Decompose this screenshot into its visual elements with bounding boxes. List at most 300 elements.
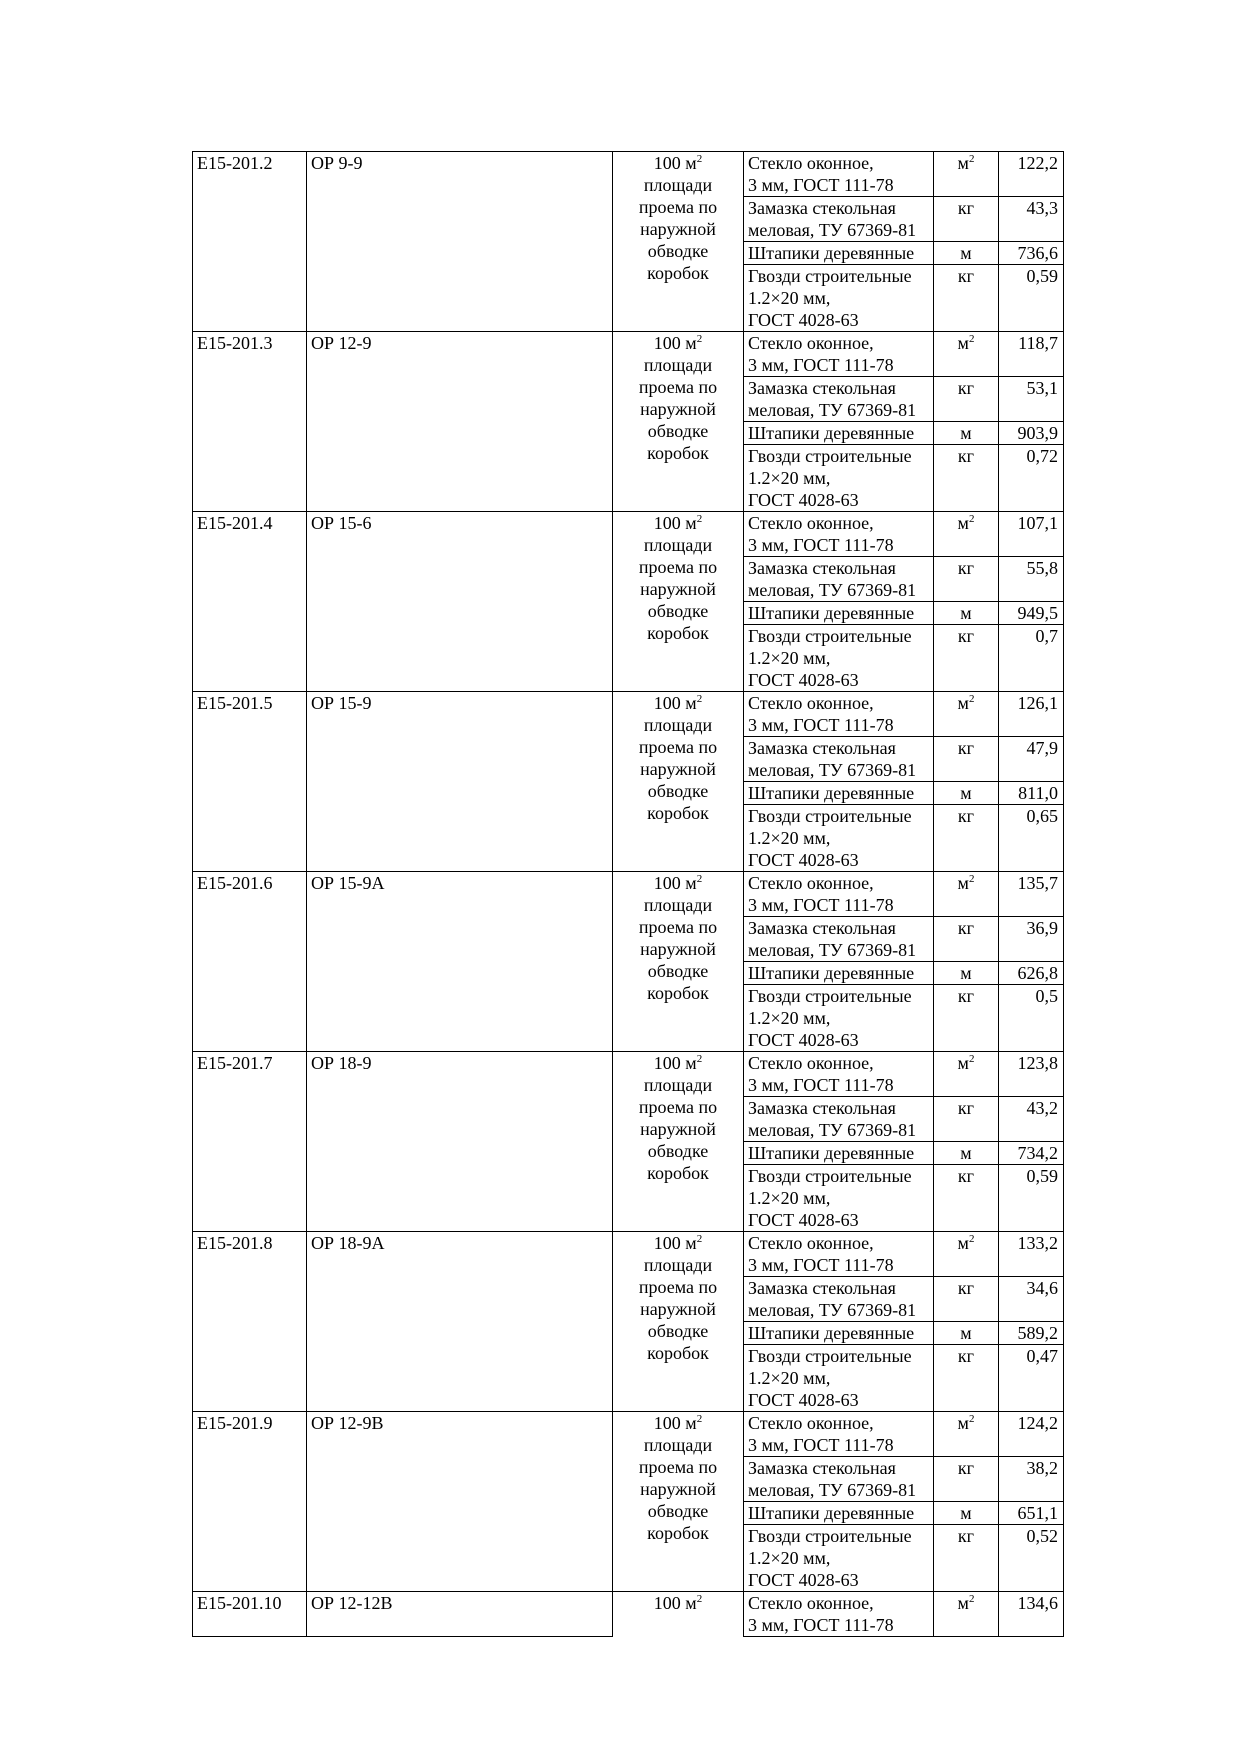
material-name-line: меловая, ТУ 67369-81 <box>748 1300 917 1320</box>
material-name <box>744 512 934 557</box>
measurement-unit-exponent: 2 <box>696 333 703 345</box>
material-unit <box>934 265 999 332</box>
material-unit-text: кг <box>957 626 975 646</box>
material-unit-text: кг <box>957 1166 975 1186</box>
norm-code: Е15-201.10 <box>193 1592 307 1637</box>
material-name <box>744 265 934 332</box>
table-row <box>193 1052 1064 1097</box>
measurement-unit-base: 100 м <box>653 693 697 713</box>
material-name <box>744 197 934 242</box>
material-name-line: Замазка стекольная <box>748 738 896 758</box>
material-unit <box>934 962 999 985</box>
material-name-line: ГОСТ 4028-63 <box>748 1210 859 1230</box>
measurement-description-line: наружной <box>640 939 716 959</box>
measurement-description-line: коробок <box>647 983 709 1003</box>
table-row <box>193 1412 1064 1457</box>
material-quantity: 134,6 <box>999 1592 1064 1637</box>
material-name-line: Штапики деревянные <box>748 243 915 263</box>
measurement-unit-base: 100 м <box>653 1233 697 1253</box>
window-mark: ОР 12-9 <box>307 332 613 512</box>
material-name-line: меловая, ТУ 67369-81 <box>748 1120 917 1140</box>
measurement-description-line: площади <box>643 1255 713 1275</box>
material-unit <box>934 1277 999 1322</box>
material-quantity: 903,9 <box>999 422 1064 445</box>
material-name-line: Штапики деревянные <box>748 1143 915 1163</box>
material-name-line: Стекло оконное, <box>748 333 874 353</box>
norm-code: Е15-201.5 <box>193 692 307 872</box>
material-name-line: 3 мм, ГОСТ 111-78 <box>748 895 894 915</box>
material-name-line: Замазка стекольная <box>748 378 896 398</box>
measurement-unit-cell <box>613 512 744 692</box>
table-row <box>193 152 1064 197</box>
material-quantity: 0,47 <box>999 1345 1064 1412</box>
measurement-unit <box>617 1412 739 1434</box>
measurement-unit <box>617 152 739 174</box>
material-name-line: 1.2×20 мм, <box>748 1368 831 1388</box>
material-unit-text: кг <box>957 558 975 578</box>
material-unit <box>934 557 999 602</box>
material-name <box>744 1525 934 1592</box>
norm-code: Е15-201.7 <box>193 1052 307 1232</box>
window-mark: ОР 18-9А <box>307 1232 613 1412</box>
material-quantity: 0,59 <box>999 265 1064 332</box>
material-quantity: 0,65 <box>999 805 1064 872</box>
material-name-line: ГОСТ 4028-63 <box>748 1570 859 1590</box>
measurement-unit-exponent: 2 <box>696 513 703 525</box>
material-unit-text: м <box>960 423 972 443</box>
material-unit-text: кг <box>957 1278 975 1298</box>
material-quantity: 734,2 <box>999 1142 1064 1165</box>
measurement-unit-base: 100 м <box>653 1053 697 1073</box>
material-name-line: Замазка стекольная <box>748 1098 896 1118</box>
material-unit <box>934 1052 999 1097</box>
material-name-line: 3 мм, ГОСТ 111-78 <box>748 1615 894 1635</box>
measurement-description-line: площади <box>643 715 713 735</box>
material-name-line: Замазка стекольная <box>748 1278 896 1298</box>
norm-code: Е15-201.4 <box>193 512 307 692</box>
measurement-unit-cell <box>613 872 744 1052</box>
material-name-line: Гвозди строительные <box>748 266 912 286</box>
material-unit-exponent: 2 <box>968 333 975 345</box>
material-name <box>744 985 934 1052</box>
material-unit-text: м <box>960 1503 972 1523</box>
measurement-description-line: площади <box>643 1435 713 1455</box>
norm-code: Е15-201.3 <box>193 332 307 512</box>
measurement-unit-base: 100 м <box>653 333 697 353</box>
measurement-unit-exponent: 2 <box>696 1413 703 1425</box>
material-name <box>744 602 934 625</box>
material-name-line: Стекло оконное, <box>748 1593 874 1613</box>
measurement-description-line: площади <box>643 355 713 375</box>
measurement-unit-base: 100 м <box>653 513 697 533</box>
material-name-line: ГОСТ 4028-63 <box>748 670 859 690</box>
material-name <box>744 737 934 782</box>
measurement-description-line: проема по <box>638 1277 718 1297</box>
material-unit-text: м <box>960 243 972 263</box>
material-quantity: 0,52 <box>999 1525 1064 1592</box>
material-unit <box>934 1457 999 1502</box>
material-unit-text: кг <box>957 738 975 758</box>
material-name-line: меловая, ТУ 67369-81 <box>748 580 917 600</box>
material-unit <box>934 445 999 512</box>
material-unit-text: кг <box>957 918 975 938</box>
window-mark: ОР 12-12В <box>307 1592 613 1637</box>
material-unit-text: кг <box>957 1346 975 1366</box>
material-quantity: 47,9 <box>999 737 1064 782</box>
material-name-line: 1.2×20 мм, <box>748 648 831 668</box>
material-quantity: 811,0 <box>999 782 1064 805</box>
material-name <box>744 917 934 962</box>
material-unit-exponent: 2 <box>968 1413 975 1425</box>
material-name <box>744 422 934 445</box>
material-unit-text: м <box>960 603 972 623</box>
measurement-unit-base: 100 м <box>653 873 697 893</box>
measurement-description-line: коробок <box>647 1523 709 1543</box>
material-name-line: Гвозди строительные <box>748 446 912 466</box>
material-unit-text: кг <box>957 378 975 398</box>
material-unit <box>934 197 999 242</box>
measurement-description-line: площади <box>643 535 713 555</box>
material-unit <box>934 805 999 872</box>
material-name-line: меловая, ТУ 67369-81 <box>748 760 917 780</box>
material-name-line: меловая, ТУ 67369-81 <box>748 400 917 420</box>
measurement-unit-cell <box>613 1412 744 1592</box>
material-name-line: Штапики деревянные <box>748 963 915 983</box>
material-name-line: 1.2×20 мм, <box>748 288 831 308</box>
measurement-description-line: проема по <box>638 557 718 577</box>
measurement-description-line: обводке <box>647 961 709 981</box>
material-name-line: 3 мм, ГОСТ 111-78 <box>748 715 894 735</box>
measurement-description-line: обводке <box>647 1501 709 1521</box>
material-name-line: Штапики деревянные <box>748 423 915 443</box>
material-name-line: 1.2×20 мм, <box>748 468 831 488</box>
measurement-description-line: коробок <box>647 263 709 283</box>
measurement-description-line: коробок <box>647 443 709 463</box>
window-mark: ОР 15-6 <box>307 512 613 692</box>
material-quantity: 651,1 <box>999 1502 1064 1525</box>
measurement-unit-base: 100 м <box>653 1593 697 1613</box>
material-name <box>744 805 934 872</box>
measurement-description-line: коробок <box>647 1163 709 1183</box>
material-unit <box>934 1097 999 1142</box>
measurement-description-line: коробок <box>647 1343 709 1363</box>
material-name <box>744 782 934 805</box>
material-name-line: Стекло оконное, <box>748 873 874 893</box>
table-row <box>193 1232 1064 1277</box>
material-name-line: Штапики деревянные <box>748 1503 915 1523</box>
material-quantity: 118,7 <box>999 332 1064 377</box>
material-name-line: 3 мм, ГОСТ 111-78 <box>748 1255 894 1275</box>
material-name-line: меловая, ТУ 67369-81 <box>748 1480 917 1500</box>
material-quantity: 36,9 <box>999 917 1064 962</box>
material-name <box>744 1097 934 1142</box>
material-name-line: Стекло оконное, <box>748 1233 874 1253</box>
material-unit-text: кг <box>957 1526 975 1546</box>
material-unit <box>934 512 999 557</box>
material-name-line: Стекло оконное, <box>748 693 874 713</box>
material-name <box>744 1457 934 1502</box>
material-unit-text: кг <box>957 446 975 466</box>
material-name <box>744 557 934 602</box>
table-row <box>193 332 1064 377</box>
material-unit <box>934 602 999 625</box>
measurement-description-line: площади <box>643 1075 713 1095</box>
material-unit-text: кг <box>957 1458 975 1478</box>
material-unit <box>934 377 999 422</box>
material-unit <box>934 737 999 782</box>
material-name <box>744 152 934 197</box>
norm-code: Е15-201.9 <box>193 1412 307 1592</box>
measurement-unit <box>617 1052 739 1074</box>
material-quantity: 0,72 <box>999 445 1064 512</box>
measurement-description-line: коробок <box>647 623 709 643</box>
measurement-description-line: проема по <box>638 197 718 217</box>
measurement-unit-base: 100 м <box>653 153 697 173</box>
measurement-unit-cell <box>613 1592 744 1637</box>
table-row <box>193 692 1064 737</box>
measurement-unit-cell <box>613 152 744 332</box>
material-unit-text: м <box>957 873 969 893</box>
measurement-description-line: коробок <box>647 803 709 823</box>
material-unit-text: м <box>960 1323 972 1343</box>
window-mark: ОР 12-9В <box>307 1412 613 1592</box>
material-unit-text: кг <box>957 198 975 218</box>
material-quantity: 626,8 <box>999 962 1064 985</box>
material-name-line: Штапики деревянные <box>748 603 915 623</box>
material-unit <box>934 872 999 917</box>
material-unit-exponent: 2 <box>968 693 975 705</box>
material-quantity: 0,59 <box>999 1165 1064 1232</box>
material-quantity: 589,2 <box>999 1322 1064 1345</box>
window-mark: ОР 9-9 <box>307 152 613 332</box>
material-unit-text: м <box>957 1413 969 1433</box>
material-unit <box>934 625 999 692</box>
measurement-description-line: обводке <box>647 1321 709 1341</box>
material-name <box>744 962 934 985</box>
material-unit <box>934 242 999 265</box>
measurement-description-line: обводке <box>647 421 709 441</box>
material-quantity: 133,2 <box>999 1232 1064 1277</box>
material-unit <box>934 692 999 737</box>
material-quantity: 34,6 <box>999 1277 1064 1322</box>
material-name <box>744 242 934 265</box>
measurement-description-line: наружной <box>640 1119 716 1139</box>
material-unit <box>934 1592 999 1637</box>
measurement-description-line: наружной <box>640 579 716 599</box>
material-unit-text: м <box>957 333 969 353</box>
material-name-line: меловая, ТУ 67369-81 <box>748 220 917 240</box>
material-name <box>744 692 934 737</box>
material-unit-text: м <box>957 513 969 533</box>
material-name <box>744 872 934 917</box>
material-name <box>744 625 934 692</box>
measurement-unit <box>617 332 739 354</box>
measurement-unit <box>617 1592 739 1614</box>
measurement-unit-cell <box>613 1052 744 1232</box>
measurement-description-line: наружной <box>640 219 716 239</box>
measurement-unit-base: 100 м <box>653 1413 697 1433</box>
material-quantity: 38,2 <box>999 1457 1064 1502</box>
measurement-description-line: площади <box>643 175 713 195</box>
material-unit <box>934 1502 999 1525</box>
material-quantity: 122,2 <box>999 152 1064 197</box>
material-name-line: 3 мм, ГОСТ 111-78 <box>748 1075 894 1095</box>
material-unit <box>934 1525 999 1592</box>
material-name-line: Замазка стекольная <box>748 1458 896 1478</box>
material-name-line: Замазка стекольная <box>748 918 896 938</box>
material-name-line: ГОСТ 4028-63 <box>748 1390 859 1410</box>
material-name-line: ГОСТ 4028-63 <box>748 490 859 510</box>
material-name-line: Гвозди строительные <box>748 1166 912 1186</box>
material-unit-exponent: 2 <box>968 153 975 165</box>
material-unit <box>934 422 999 445</box>
material-unit-text: м <box>957 1233 969 1253</box>
material-unit <box>934 1412 999 1457</box>
material-name-line: 3 мм, ГОСТ 111-78 <box>748 1435 894 1455</box>
measurement-unit-exponent: 2 <box>696 1053 703 1065</box>
material-name-line: Штапики деревянные <box>748 783 915 803</box>
material-name-line: 1.2×20 мм, <box>748 828 831 848</box>
window-mark: ОР 18-9 <box>307 1052 613 1232</box>
material-name-line: ГОСТ 4028-63 <box>748 1030 859 1050</box>
window-mark: ОР 15-9А <box>307 872 613 1052</box>
table-row <box>193 872 1064 917</box>
material-name-line: Штапики деревянные <box>748 1323 915 1343</box>
material-unit-text: м <box>960 1143 972 1163</box>
material-unit-text: м <box>957 1593 969 1613</box>
material-unit <box>934 152 999 197</box>
measurement-description-line: проема по <box>638 1457 718 1477</box>
material-unit-exponent: 2 <box>968 513 975 525</box>
measurement-unit-cell <box>613 332 744 512</box>
material-name-line: 3 мм, ГОСТ 111-78 <box>748 535 894 555</box>
material-name-line: ГОСТ 4028-63 <box>748 310 859 330</box>
material-unit-text: кг <box>957 986 975 1006</box>
measurement-unit-exponent: 2 <box>696 873 703 885</box>
material-name <box>744 1052 934 1097</box>
material-unit <box>934 1142 999 1165</box>
material-name-line: Гвозди строительные <box>748 1346 912 1366</box>
material-name-line: Гвозди строительные <box>748 1526 912 1546</box>
material-name-line: Гвозди строительные <box>748 986 912 1006</box>
measurement-description-line: наружной <box>640 1479 716 1499</box>
norm-code: Е15-201.8 <box>193 1232 307 1412</box>
material-name <box>744 332 934 377</box>
material-name-line: меловая, ТУ 67369-81 <box>748 940 917 960</box>
measurement-description-line: обводке <box>647 241 709 261</box>
material-name-line: 3 мм, ГОСТ 111-78 <box>748 355 894 375</box>
measurement-description-line: наружной <box>640 759 716 779</box>
material-unit <box>934 1322 999 1345</box>
material-name-line: Замазка стекольная <box>748 558 896 578</box>
material-name-line: 1.2×20 мм, <box>748 1008 831 1028</box>
measurement-description-line: площади <box>643 895 713 915</box>
material-unit-exponent: 2 <box>968 1053 975 1065</box>
norm-code: Е15-201.6 <box>193 872 307 1052</box>
material-quantity: 0,5 <box>999 985 1064 1052</box>
material-unit-exponent: 2 <box>968 1593 975 1605</box>
material-unit-text: м <box>960 783 972 803</box>
measurement-description-line: проема по <box>638 377 718 397</box>
material-unit <box>934 332 999 377</box>
material-name <box>744 1277 934 1322</box>
material-unit-exponent: 2 <box>968 1233 975 1245</box>
measurement-unit-exponent: 2 <box>696 1233 703 1245</box>
material-unit <box>934 1165 999 1232</box>
measurement-description-line: обводке <box>647 781 709 801</box>
window-mark: ОР 15-9 <box>307 692 613 872</box>
material-quantity: 124,2 <box>999 1412 1064 1457</box>
measurement-unit <box>617 1232 739 1254</box>
table-row <box>193 512 1064 557</box>
material-quantity: 107,1 <box>999 512 1064 557</box>
material-quantity: 43,3 <box>999 197 1064 242</box>
measurement-unit-exponent: 2 <box>696 693 703 705</box>
material-name-line: Замазка стекольная <box>748 198 896 218</box>
material-unit-text: м <box>960 963 972 983</box>
material-name-line: Гвозди строительные <box>748 806 912 826</box>
norm-code: Е15-201.2 <box>193 152 307 332</box>
material-unit <box>934 917 999 962</box>
material-name-line: ГОСТ 4028-63 <box>748 850 859 870</box>
material-unit-text: м <box>957 693 969 713</box>
material-name <box>744 1502 934 1525</box>
measurement-unit <box>617 692 739 714</box>
material-unit <box>934 1232 999 1277</box>
material-name <box>744 1412 934 1457</box>
measurement-description-line: обводке <box>647 1141 709 1161</box>
measurement-unit <box>617 872 739 894</box>
material-quantity: 43,2 <box>999 1097 1064 1142</box>
measurement-unit-cell <box>613 692 744 872</box>
material-name <box>744 1142 934 1165</box>
material-name <box>744 1165 934 1232</box>
material-quantity: 123,8 <box>999 1052 1064 1097</box>
measurement-description-line: обводке <box>647 601 709 621</box>
measurement-unit <box>617 512 739 534</box>
material-unit-text: кг <box>957 806 975 826</box>
material-unit-text: м <box>957 153 969 173</box>
material-name-line: 1.2×20 мм, <box>748 1548 831 1568</box>
measurement-description-line: проема по <box>638 737 718 757</box>
material-name <box>744 377 934 422</box>
material-unit <box>934 782 999 805</box>
material-quantity: 126,1 <box>999 692 1064 737</box>
materials-table-body <box>193 152 1064 1637</box>
material-name-line: Стекло оконное, <box>748 513 874 533</box>
material-name-line: 3 мм, ГОСТ 111-78 <box>748 175 894 195</box>
measurement-unit-exponent: 2 <box>696 153 703 165</box>
material-name <box>744 445 934 512</box>
material-name-line: Стекло оконное, <box>748 1413 874 1433</box>
material-name <box>744 1232 934 1277</box>
material-unit-text: кг <box>957 1098 975 1118</box>
measurement-description-line: проема по <box>638 917 718 937</box>
measurement-unit-cell <box>613 1232 744 1412</box>
material-quantity: 55,8 <box>999 557 1064 602</box>
material-unit-text: кг <box>957 266 975 286</box>
material-unit <box>934 1345 999 1412</box>
material-unit-text: м <box>957 1053 969 1073</box>
materials-table <box>192 151 1064 1637</box>
measurement-unit-exponent: 2 <box>696 1593 703 1605</box>
norms-table-page <box>192 151 1063 1635</box>
measurement-description-line: проема по <box>638 1097 718 1117</box>
material-quantity: 949,5 <box>999 602 1064 625</box>
measurement-description-line: наружной <box>640 399 716 419</box>
material-name <box>744 1345 934 1412</box>
material-name-line: Стекло оконное, <box>748 1053 874 1073</box>
